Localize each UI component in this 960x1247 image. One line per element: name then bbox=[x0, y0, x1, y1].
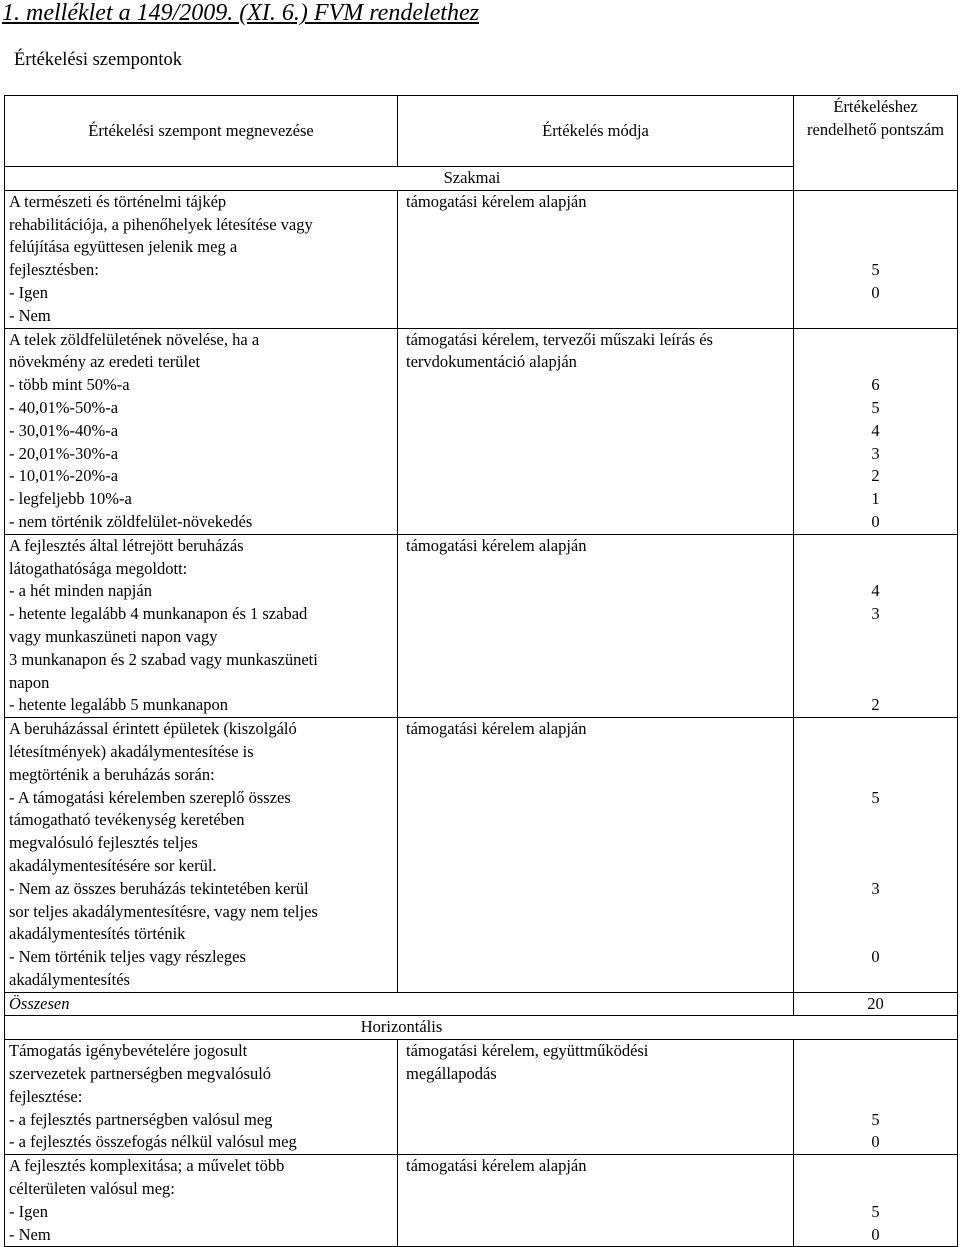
criterion-line: 3 munkanapon és 2 szabad vagy munkaszüneti bbox=[9, 649, 318, 669]
points-value bbox=[798, 214, 953, 237]
header-points: Értékeléshez rendelhető pontszám bbox=[794, 96, 958, 191]
rows-row bbox=[5, 534, 958, 717]
criterion-line: növekmény az eredeti terület bbox=[9, 352, 201, 372]
evaluation-table bbox=[4, 95, 958, 1247]
criterion-line: A fejlesztés által létrejött beruházás bbox=[9, 535, 244, 555]
points-value bbox=[798, 809, 953, 832]
points-value bbox=[798, 832, 953, 855]
criterion-line: - Igen bbox=[9, 282, 48, 302]
points-value: 0 bbox=[871, 947, 880, 967]
total-row bbox=[5, 992, 958, 1016]
criterion-line: napon bbox=[9, 672, 50, 692]
method-line: támogatási kérelem, tervezői műszaki leírás és bbox=[406, 329, 713, 349]
points-value bbox=[798, 969, 953, 992]
points-value bbox=[798, 236, 953, 259]
criterion-line: fejlesztése: bbox=[9, 1086, 83, 1106]
criterion-line: - nem történik zöldfelület-növekedés bbox=[9, 511, 253, 531]
points-value: 6 bbox=[871, 375, 880, 395]
horizontal-criteria bbox=[5, 1040, 958, 1247]
method-line: támogatási kérelem, együttműködési bbox=[406, 1041, 649, 1061]
points-value: 3 bbox=[871, 443, 880, 463]
points-value: 3 bbox=[871, 878, 880, 898]
points-value: 5 bbox=[871, 260, 880, 280]
horizontal_rows-row bbox=[5, 1155, 958, 1247]
criterion-line: felújítása együttesen jelenik meg a bbox=[9, 237, 238, 257]
points-value bbox=[798, 1040, 953, 1063]
criterion-line: látogathatósága megoldott: bbox=[9, 558, 188, 578]
section-row-horizontal bbox=[5, 1016, 958, 1040]
points-value bbox=[798, 741, 953, 764]
criterion-line: Támogatás igénybevételére jogosult bbox=[9, 1041, 248, 1061]
criterion-line: - 10,01%-20%-a bbox=[9, 466, 119, 486]
header-criterion: Értékelési szempont megnevezése bbox=[5, 96, 398, 167]
points-value: 5 bbox=[871, 787, 880, 807]
method-line: támogatási kérelem alapján bbox=[406, 1156, 587, 1176]
points-value: 5 bbox=[871, 1109, 880, 1129]
points-value bbox=[798, 191, 953, 214]
professional-criteria bbox=[5, 190, 958, 992]
method-cell bbox=[398, 1040, 794, 1155]
criterion-cell bbox=[5, 718, 398, 993]
points-value bbox=[798, 1178, 953, 1201]
method-line: támogatási kérelem alapján bbox=[406, 719, 587, 739]
criterion-line: támogatható tevékenység keretében bbox=[9, 810, 245, 830]
points-value: 0 bbox=[871, 511, 880, 531]
points-value bbox=[798, 535, 953, 558]
rows-row bbox=[5, 190, 958, 328]
criterion-line: - a fejlesztés összefogás nélkül valósul meg bbox=[9, 1132, 297, 1152]
rows-row bbox=[5, 718, 958, 993]
method-cell bbox=[398, 190, 794, 328]
document-title: 1. melléklet a 149/2009. (XI. 6.) FVM rendelethez bbox=[2, 0, 479, 26]
points-value bbox=[798, 305, 953, 328]
points-value: 0 bbox=[871, 282, 880, 302]
method-line: támogatási kérelem alapján bbox=[406, 191, 587, 211]
criterion-line: rehabilitációja, a pihenőhelyek létesítése vagy bbox=[9, 214, 313, 234]
method-cell bbox=[398, 1155, 794, 1247]
criterion-line: - 20,01%-30%-a bbox=[9, 443, 119, 463]
total-label: Összesen bbox=[5, 992, 794, 1016]
criterion-line: célterületen valósul meg: bbox=[9, 1179, 175, 1199]
points-value bbox=[798, 558, 953, 581]
points-value bbox=[798, 1086, 953, 1109]
points-value: 2 bbox=[871, 695, 880, 715]
criterion-line: - Nem bbox=[9, 1224, 51, 1244]
points-value: 5 bbox=[871, 1201, 880, 1221]
criterion-line: fejlesztésben: bbox=[9, 260, 99, 280]
horizontal_rows-row bbox=[5, 1040, 958, 1155]
criterion-line: - hetente legalább 4 munkanapon és 1 szabad bbox=[9, 604, 308, 624]
criterion-cell bbox=[5, 534, 398, 717]
criterion-line: megvalósuló fejlesztés teljes bbox=[9, 833, 198, 853]
criterion-line: - a hét minden napján bbox=[9, 581, 152, 601]
points-cell bbox=[794, 1040, 958, 1155]
points-value: 4 bbox=[871, 420, 880, 440]
points-value bbox=[798, 923, 953, 946]
criterion-cell bbox=[5, 328, 398, 534]
criterion-line: - a fejlesztés partnerségben valósul meg bbox=[9, 1109, 273, 1129]
points-value bbox=[798, 626, 953, 649]
criterion-line: - Igen bbox=[9, 1201, 48, 1221]
points-value bbox=[798, 1155, 953, 1178]
criterion-line: szervezetek partnerségben megvalósuló bbox=[9, 1064, 272, 1084]
criterion-line: - Nem bbox=[9, 305, 51, 325]
criterion-line: - A támogatási kérelemben szereplő összes bbox=[9, 787, 291, 807]
header-method: Értékelés módja bbox=[398, 96, 794, 167]
method-line: megállapodás bbox=[406, 1064, 497, 1084]
points-cell bbox=[794, 718, 958, 993]
criterion-line: A beruházással érintett épületek (kiszolgáló bbox=[9, 719, 297, 739]
criterion-line: - hetente legalább 5 munkanapon bbox=[9, 695, 229, 715]
criterion-line: sor teljes akadálymentesítésre, vagy nem teljes bbox=[9, 901, 318, 921]
points-cell bbox=[794, 534, 958, 717]
points-cell bbox=[794, 190, 958, 328]
method-cell bbox=[398, 534, 794, 717]
points-value: 1 bbox=[871, 489, 880, 509]
points-value bbox=[798, 672, 953, 695]
points-value bbox=[798, 649, 953, 672]
total-points: 20 bbox=[794, 992, 958, 1016]
criterion-line: - Nem az összes beruházás tekintetében kerül bbox=[9, 878, 309, 898]
points-value: 0 bbox=[871, 1224, 880, 1244]
criterion-line: A természeti és történelmi tájkép bbox=[9, 191, 227, 211]
method-line: támogatási kérelem alapján bbox=[406, 535, 587, 555]
rows-row bbox=[5, 328, 958, 534]
criterion-cell bbox=[5, 190, 398, 328]
criterion-line: - 40,01%-50%-a bbox=[9, 397, 119, 417]
criterion-line: létesítmények) akadálymentesítése is bbox=[9, 741, 254, 761]
header-row bbox=[5, 96, 958, 167]
points-value: 4 bbox=[871, 581, 880, 601]
points-value bbox=[798, 351, 953, 374]
criterion-line: A fejlesztés komplexitása; a művelet több bbox=[9, 1156, 285, 1176]
criterion-line: akadálymentesítésére sor kerül. bbox=[9, 855, 217, 875]
points-value bbox=[798, 329, 953, 352]
criterion-line: A telek zöldfelületének növelése, ha a bbox=[9, 329, 260, 349]
criterion-line: akadálymentesítés történik bbox=[9, 924, 186, 944]
criterion-line: megtörténik a beruházás során: bbox=[9, 764, 215, 784]
method-line: tervdokumentáció alapján bbox=[406, 352, 577, 372]
method-cell bbox=[398, 328, 794, 534]
method-cell bbox=[398, 718, 794, 993]
points-value bbox=[798, 718, 953, 741]
criterion-cell bbox=[5, 1040, 398, 1155]
points-value bbox=[798, 764, 953, 787]
criterion-line: - legfeljebb 10%-a bbox=[9, 489, 132, 509]
points-cell bbox=[794, 1155, 958, 1247]
points-value bbox=[798, 901, 953, 924]
criterion-line: - több mint 50%-a bbox=[9, 375, 130, 395]
section-label-horizontal: Horizontális bbox=[5, 1016, 958, 1040]
criterion-line: - 30,01%-40%-a bbox=[9, 420, 119, 440]
points-value: 5 bbox=[871, 397, 880, 417]
section-label-professional: Szakmai bbox=[5, 167, 794, 191]
criterion-cell bbox=[5, 1155, 398, 1247]
criterion-line: akadálymentesítés bbox=[9, 969, 130, 989]
points-cell bbox=[794, 328, 958, 534]
points-value: 2 bbox=[871, 466, 880, 486]
points-value: 3 bbox=[871, 604, 880, 624]
points-value bbox=[798, 855, 953, 878]
criterion-line: vagy munkaszüneti napon vagy bbox=[9, 626, 218, 646]
section-title: Értékelési szempontok bbox=[14, 50, 182, 70]
points-value bbox=[798, 1063, 953, 1086]
criterion-line: - Nem történik teljes vagy részleges bbox=[9, 947, 246, 967]
points-value: 0 bbox=[871, 1132, 880, 1152]
